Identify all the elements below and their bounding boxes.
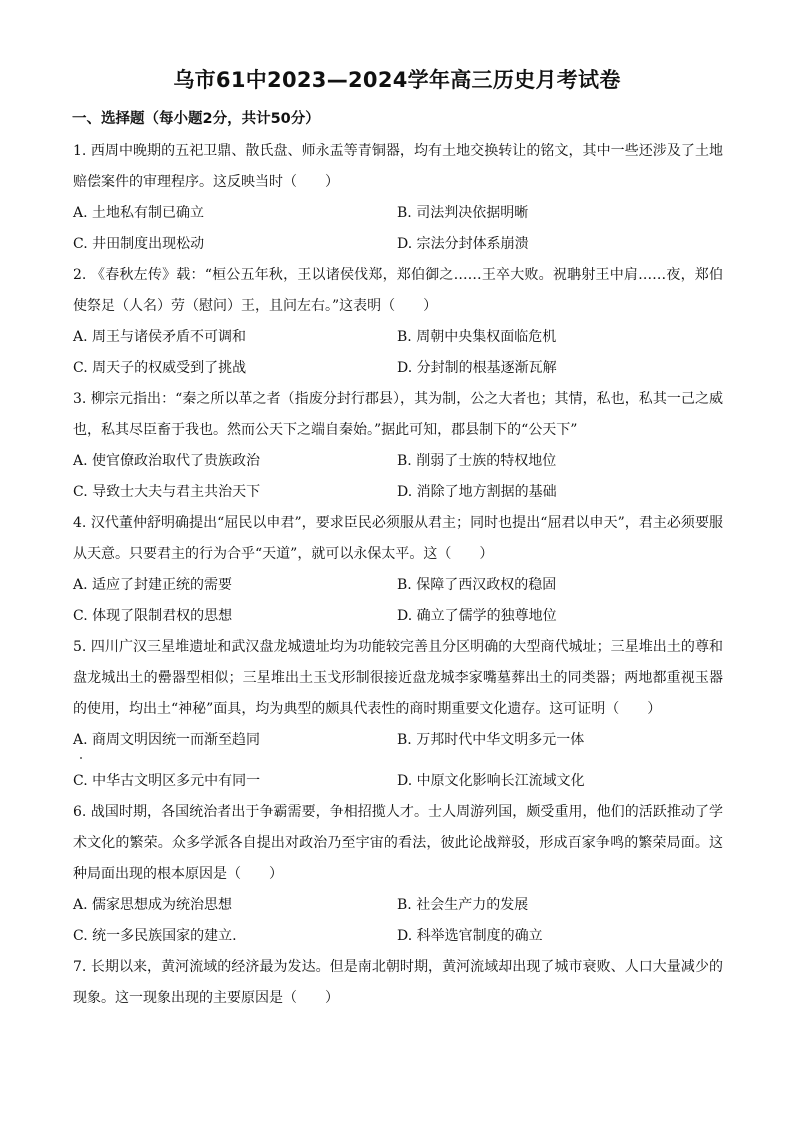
option-b[interactable]: B. 削弱了士族的特权地位	[397, 453, 557, 469]
option-b[interactable]: B. 社会生产力的发展	[397, 897, 529, 913]
option-a[interactable]: A. 周王与诸侯矛盾不可调和	[73, 329, 247, 345]
option-b[interactable]: B. 周朝中央集权面临危机	[397, 329, 557, 345]
question-2	[73, 260, 723, 384]
option-a[interactable]: A. 使官僚政治取代了贵族政治	[73, 453, 261, 469]
option-a[interactable]: A. 商周文明因统一而渐至趋同	[73, 732, 261, 748]
option-d[interactable]: D. 分封制的根基逐渐瓦解	[397, 360, 557, 376]
option-group	[73, 890, 723, 952]
option-group	[73, 570, 723, 632]
question-6	[73, 797, 723, 952]
option-group	[73, 198, 723, 260]
question-stem: 1. 西周中晚期的五祀卫鼎、散氏盘、师永盂等青铜器，均有土地交换转让的铭文，其中一些还涉及了土地赔偿案件的审理程序。这反映当时（ ）	[73, 143, 723, 190]
question-4	[73, 508, 723, 632]
option-a[interactable]: A. 土地私有制已确立	[73, 205, 205, 221]
question-stem: 5. 四川广汉三星堆遗址和武汉盘龙城遗址均为功能较完善且分区明确的大型商代城址；三星堆出土的尊和盘龙城出土的罍器型相似；三星堆出土玉戈形制很接近盘龙城李家嘴墓葬出土的同类器；两地都重视玉器的使用，均出土“神秘”面具，均为典型的颇具代表性的商时期重要文化遗存。这可证明（ ）	[73, 639, 723, 717]
question-stem: 2. 《春秋左传》载：“桓公五年秋，王以诸侯伐郑，郑伯御之……王卒大败。祝聃射王中肩……夜，郑伯使祭足（人名）劳（慰问）王，且问左右。”这表明（ ）	[73, 267, 723, 314]
option-d[interactable]: D. 消除了地方割据的基础	[397, 484, 557, 500]
option-d[interactable]: D. 宗法分封体系崩溃	[397, 236, 529, 252]
option-d[interactable]: D. 中原文化影响长江流域文化	[397, 773, 585, 789]
question-stem: 4. 汉代董仲舒明确提出“屈民以申君”，要求臣民必须服从君主；同时也提出“屈君以申天”，君主必须要服从天意。只要君主的行为合乎“天道”，就可以永保太平。这（ ）	[73, 515, 723, 562]
option-c[interactable]: C. 周天子的权威受到了挑战	[73, 360, 247, 376]
question-7	[73, 952, 723, 1014]
question-stem: 6. 战国时期，各国统治者出于争霸需要，争相招揽人才。士人周游列国，颇受重用，他们的活跃推动了学术文化的繁荣。众多学派各自提出对政治乃至宇宙的看法，彼此论战辩驳，形成百家争鸣的繁荣局面。这种局面出现的根本原因是（ ）	[73, 804, 723, 882]
question-stem: 3. 柳宗元指出：“秦之所以革之者（指废分封行郡县），其为制，公之大者也；其情，私也，私其一己之威也，私其尽臣畜于我也。然而公天下之端自秦始。”据此可知，郡县制下的“公天下”	[73, 391, 723, 438]
option-c[interactable]: C. 井田制度出现松动	[73, 236, 205, 252]
option-d[interactable]: D. 确立了儒学的独尊地位	[397, 608, 557, 624]
question-list	[73, 136, 723, 1014]
option-c[interactable]: C. 统一多民族国家的建立.	[73, 928, 237, 944]
option-d[interactable]: D. 科举选官制度的确立	[397, 928, 543, 944]
option-group	[73, 725, 723, 797]
option-a[interactable]: A. 适应了封建正统的需要	[73, 577, 233, 593]
section-header: 一、选择题（每小题2分，共计50分）	[72, 111, 320, 127]
option-a[interactable]: A. 儒家思想成为统治思想	[73, 897, 233, 913]
option-group	[73, 322, 723, 384]
question-1	[73, 136, 723, 260]
exam-title: 乌市61中2023—2024学年高三历史月考试卷	[173, 68, 621, 92]
option-group	[73, 446, 723, 508]
question-3	[73, 384, 723, 508]
option-b[interactable]: B. 司法判决依据明晰	[397, 205, 529, 221]
question-5	[73, 632, 723, 797]
option-b[interactable]: B. 保障了西汉政权的稳固	[397, 577, 557, 593]
option-c[interactable]: C. 体现了限制君权的思想	[73, 608, 233, 624]
option-c[interactable]: C. 导致士大夫与君主共治天下	[73, 484, 261, 500]
option-b[interactable]: B. 万邦时代中华文明多元一体	[397, 732, 585, 748]
option-c[interactable]: C. 中华古文明区多元中有同一	[73, 773, 261, 789]
question-stem: 7. 长期以来，黄河流域的经济最为发达。但是南北朝时期，黄河流域却出现了城市衰败、人口大量减少的现象。这一现象出现的主要原因是（ ）	[73, 959, 723, 1006]
